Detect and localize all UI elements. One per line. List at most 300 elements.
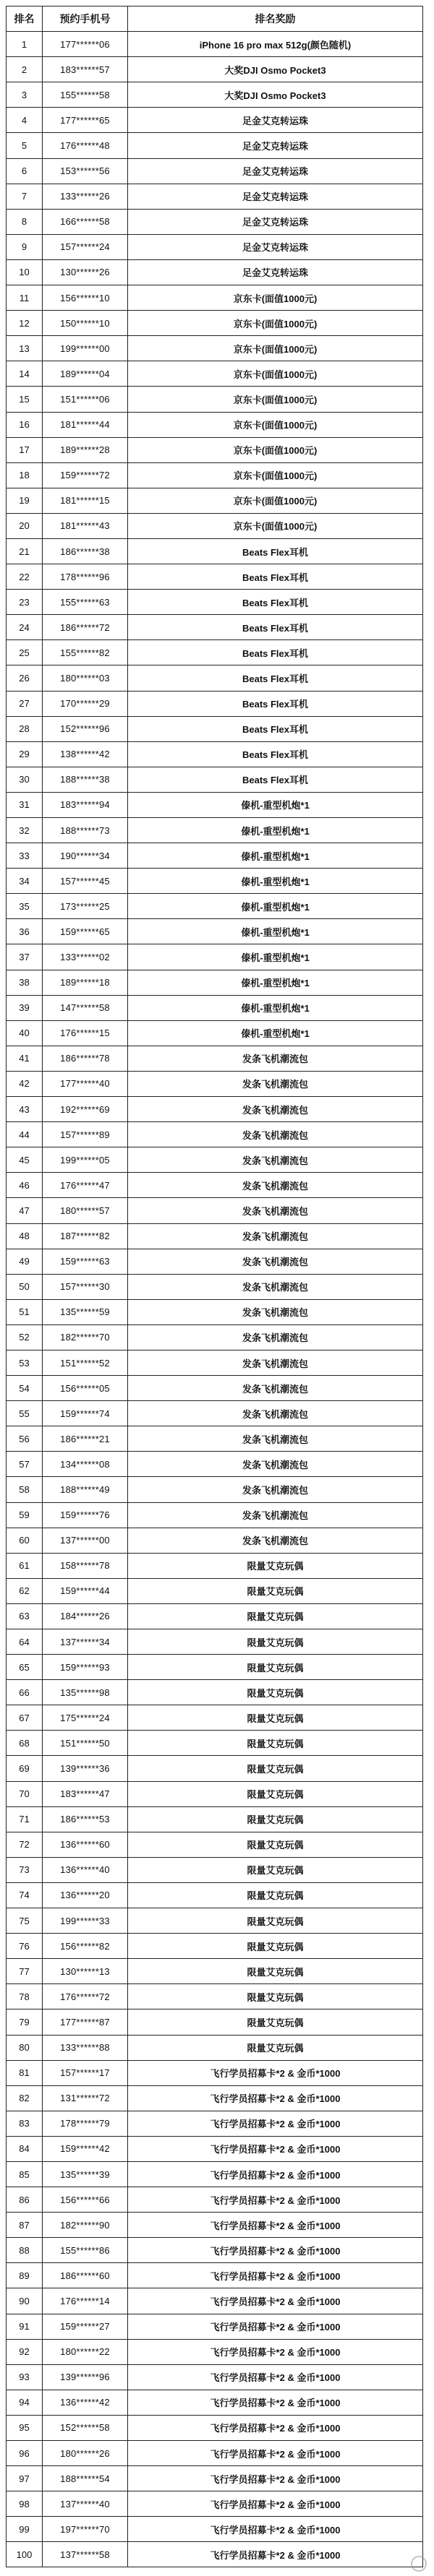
phone-cell: 189******04 — [43, 361, 128, 387]
reward-cell: 足金艾克转运珠 — [128, 158, 423, 184]
phone-cell: 188******49 — [43, 1477, 128, 1502]
table-row — [7, 843, 423, 869]
table-row — [7, 944, 423, 970]
rank-cell: 11 — [7, 285, 43, 311]
table-row — [7, 691, 423, 716]
reward-cell: 足金艾克转运珠 — [128, 234, 423, 259]
reward-cell: Beats Flex耳机 — [128, 767, 423, 792]
phone-cell: 159******27 — [43, 2314, 128, 2339]
rank-cell: 100 — [7, 2542, 43, 2567]
table-row — [7, 158, 423, 184]
rank-cell: 80 — [7, 2035, 43, 2060]
reward-cell: 京东卡(面值1000元) — [128, 437, 423, 462]
rank-cell: 92 — [7, 2339, 43, 2364]
header-rank: 排名 — [7, 7, 43, 32]
reward-cell: 傣机-重型机炮*1 — [128, 818, 423, 843]
table-row — [7, 108, 423, 133]
table-row — [7, 1452, 423, 1477]
rank-cell: 81 — [7, 2060, 43, 2085]
phone-cell: 136******40 — [43, 1857, 128, 1882]
rank-cell: 89 — [7, 2263, 43, 2288]
reward-cell: Beats Flex耳机 — [128, 640, 423, 665]
rank-cell: 53 — [7, 1350, 43, 1375]
rank-cell: 72 — [7, 1832, 43, 1857]
watermark — [411, 2556, 427, 2572]
table-row — [7, 1705, 423, 1731]
rank-cell: 38 — [7, 970, 43, 995]
table-row — [7, 1731, 423, 1756]
reward-cell: 限量艾克玩偶 — [128, 1908, 423, 1934]
table-row — [7, 564, 423, 590]
reward-cell: 京东卡(面值1000元) — [128, 387, 423, 412]
phone-cell: 137******40 — [43, 2491, 128, 2517]
table-row — [7, 538, 423, 564]
table-row — [7, 741, 423, 767]
header-phone: 预约手机号 — [43, 7, 128, 32]
table-row — [7, 1122, 423, 1147]
reward-cell: Beats Flex耳机 — [128, 716, 423, 741]
table-row — [7, 2517, 423, 2542]
reward-cell: 傣机-重型机炮*1 — [128, 970, 423, 995]
rank-cell: 62 — [7, 1578, 43, 1603]
reward-cell: 限量艾克玩偶 — [128, 1553, 423, 1578]
reward-cell: 飞行学员招募卡*2 & 金币*1000 — [128, 2060, 423, 2085]
rank-cell: 96 — [7, 2441, 43, 2466]
table-row — [7, 488, 423, 513]
phone-cell: 183******47 — [43, 1781, 128, 1806]
rank-cell: 98 — [7, 2491, 43, 2517]
reward-cell: 飞行学员招募卡*2 & 金币*1000 — [128, 2339, 423, 2364]
reward-cell: 限量艾克玩偶 — [128, 1629, 423, 1655]
reward-cell: 飞行学员招募卡*2 & 金币*1000 — [128, 2238, 423, 2263]
phone-cell: 189******18 — [43, 970, 128, 995]
reward-cell: 京东卡(面值1000元) — [128, 513, 423, 538]
phone-cell: 176******48 — [43, 133, 128, 158]
phone-cell: 178******96 — [43, 564, 128, 590]
phone-cell: 159******44 — [43, 1578, 128, 1603]
phone-cell: 151******52 — [43, 1350, 128, 1375]
phone-cell: 177******87 — [43, 2009, 128, 2035]
table-row — [7, 1781, 423, 1806]
phone-cell: 188******73 — [43, 818, 128, 843]
reward-cell: 京东卡(面值1000元) — [128, 462, 423, 488]
rank-cell: 73 — [7, 1857, 43, 1882]
rank-cell: 43 — [7, 1097, 43, 1122]
table-row — [7, 919, 423, 944]
rank-cell: 78 — [7, 1984, 43, 2009]
table-row — [7, 209, 423, 234]
table-row — [7, 1502, 423, 1528]
reward-cell: 限量艾克玩偶 — [128, 1934, 423, 1959]
reward-cell: 限量艾克玩偶 — [128, 1578, 423, 1603]
rank-cell: 57 — [7, 1452, 43, 1477]
phone-cell: 182******90 — [43, 2213, 128, 2238]
reward-cell: 限量艾克玩偶 — [128, 1731, 423, 1756]
phone-cell: 188******54 — [43, 2466, 128, 2491]
table-row — [7, 2009, 423, 2035]
table-row — [7, 387, 423, 412]
rank-cell: 99 — [7, 2517, 43, 2542]
table-row — [7, 1477, 423, 1502]
reward-cell: 限量艾克玩偶 — [128, 1882, 423, 1908]
rank-cell: 26 — [7, 665, 43, 691]
rank-cell: 17 — [7, 437, 43, 462]
header-reward: 排名奖励 — [128, 7, 423, 32]
reward-cell: 飞行学员招募卡*2 & 金币*1000 — [128, 2213, 423, 2238]
reward-cell: 飞行学员招募卡*2 & 金币*1000 — [128, 2466, 423, 2491]
phone-cell: 131******72 — [43, 2085, 128, 2111]
phone-cell: 133******88 — [43, 2035, 128, 2060]
reward-cell: 京东卡(面值1000元) — [128, 336, 423, 361]
table-row — [7, 1959, 423, 1984]
phone-cell: 181******44 — [43, 412, 128, 437]
phone-cell: 186******72 — [43, 615, 128, 640]
rank-cell: 45 — [7, 1147, 43, 1173]
table-row — [7, 1578, 423, 1603]
table-row — [7, 1528, 423, 1553]
rank-cell: 61 — [7, 1553, 43, 1578]
rank-cell: 56 — [7, 1426, 43, 1452]
rank-cell: 91 — [7, 2314, 43, 2339]
table-row — [7, 259, 423, 285]
table-row — [7, 2441, 423, 2466]
reward-cell: Beats Flex耳机 — [128, 590, 423, 615]
rank-cell: 14 — [7, 361, 43, 387]
phone-cell: 130******13 — [43, 1959, 128, 1984]
phone-cell: 159******72 — [43, 462, 128, 488]
table-row — [7, 665, 423, 691]
reward-cell: Beats Flex耳机 — [128, 615, 423, 640]
rank-cell: 22 — [7, 564, 43, 590]
reward-cell: 京东卡(面值1000元) — [128, 488, 423, 513]
reward-cell: 发条飞机潮流包 — [128, 1299, 423, 1324]
rank-cell: 47 — [7, 1198, 43, 1223]
table-row — [7, 792, 423, 817]
phone-cell: 177******06 — [43, 32, 128, 57]
table-row — [7, 1806, 423, 1832]
reward-cell: 傣机-重型机炮*1 — [128, 792, 423, 817]
table-row — [7, 2187, 423, 2213]
phone-cell: 186******53 — [43, 1806, 128, 1832]
table-row — [7, 1832, 423, 1857]
phone-cell: 158******78 — [43, 1553, 128, 1578]
rank-cell: 54 — [7, 1376, 43, 1401]
phone-cell: 187******82 — [43, 1223, 128, 1249]
phone-cell: 181******15 — [43, 488, 128, 513]
reward-cell: 飞行学员招募卡*2 & 金币*1000 — [128, 2161, 423, 2187]
table-row — [7, 82, 423, 108]
phone-cell: 133******02 — [43, 944, 128, 970]
phone-cell: 176******15 — [43, 1020, 128, 1046]
phone-cell: 139******36 — [43, 1756, 128, 1781]
phone-cell: 180******57 — [43, 1198, 128, 1223]
reward-cell: 发条飞机潮流包 — [128, 1223, 423, 1249]
table-row — [7, 1756, 423, 1781]
reward-cell: 飞行学员招募卡*2 & 金币*1000 — [128, 2517, 423, 2542]
rank-cell: 87 — [7, 2213, 43, 2238]
phone-cell: 181******43 — [43, 513, 128, 538]
rank-cell: 50 — [7, 1274, 43, 1299]
reward-cell: 发条飞机潮流包 — [128, 1097, 423, 1122]
table-row — [7, 995, 423, 1020]
ranking-document — [6, 6, 422, 2567]
table-row — [7, 1249, 423, 1274]
table-row — [7, 1882, 423, 1908]
table-row — [7, 2364, 423, 2390]
phone-cell: 192******69 — [43, 1097, 128, 1122]
phone-cell: 159******74 — [43, 1401, 128, 1426]
table-row — [7, 437, 423, 462]
table-row — [7, 184, 423, 209]
rank-cell: 8 — [7, 209, 43, 234]
phone-cell: 155******86 — [43, 2238, 128, 2263]
reward-cell: 足金艾克转运珠 — [128, 108, 423, 133]
reward-cell: 发条飞机潮流包 — [128, 1502, 423, 1528]
rank-cell: 75 — [7, 1908, 43, 1934]
table-row — [7, 894, 423, 919]
table-row — [7, 2542, 423, 2567]
rank-cell: 16 — [7, 412, 43, 437]
reward-cell: 发条飞机潮流包 — [128, 1528, 423, 1553]
phone-cell: 156******10 — [43, 285, 128, 311]
phone-cell: 137******00 — [43, 1528, 128, 1553]
reward-cell: 京东卡(面值1000元) — [128, 311, 423, 336]
rank-cell: 94 — [7, 2390, 43, 2415]
phone-cell: 199******05 — [43, 1147, 128, 1173]
phone-cell: 182******70 — [43, 1324, 128, 1350]
reward-cell: 限量艾克玩偶 — [128, 1806, 423, 1832]
table-row — [7, 2466, 423, 2491]
rank-cell: 60 — [7, 1528, 43, 1553]
table-row — [7, 2136, 423, 2161]
reward-cell: Beats Flex耳机 — [128, 564, 423, 590]
table-row — [7, 1984, 423, 2009]
table-row — [7, 1426, 423, 1452]
table-row — [7, 1299, 423, 1324]
watermark-logo-icon — [411, 2556, 427, 2572]
table-row — [7, 513, 423, 538]
rank-cell: 37 — [7, 944, 43, 970]
rank-cell: 90 — [7, 2288, 43, 2314]
phone-cell: 152******58 — [43, 2415, 128, 2440]
table-row — [7, 1020, 423, 1046]
rank-cell: 71 — [7, 1806, 43, 1832]
phone-cell: 130******26 — [43, 259, 128, 285]
rank-cell: 44 — [7, 1122, 43, 1147]
rank-cell: 35 — [7, 894, 43, 919]
rank-cell: 48 — [7, 1223, 43, 1249]
table-row — [7, 2060, 423, 2085]
reward-cell: 限量艾克玩偶 — [128, 1655, 423, 1680]
table-row — [7, 1046, 423, 1071]
reward-cell: 足金艾克转运珠 — [128, 133, 423, 158]
rank-cell: 41 — [7, 1046, 43, 1071]
reward-cell: 大奖DJI Osmo Pocket3 — [128, 82, 423, 108]
reward-cell: 限量艾克玩偶 — [128, 2035, 423, 2060]
reward-cell: 限量艾克玩偶 — [128, 1680, 423, 1705]
table-row — [7, 1857, 423, 1882]
reward-cell: 发条飞机潮流包 — [128, 1071, 423, 1096]
phone-cell: 188******38 — [43, 767, 128, 792]
phone-cell: 138******42 — [43, 741, 128, 767]
reward-cell: Beats Flex耳机 — [128, 538, 423, 564]
rank-cell: 97 — [7, 2466, 43, 2491]
reward-cell: 发条飞机潮流包 — [128, 1249, 423, 1274]
reward-cell: 限量艾克玩偶 — [128, 2009, 423, 2035]
phone-cell: 157******17 — [43, 2060, 128, 2085]
phone-cell: 157******30 — [43, 1274, 128, 1299]
rank-cell: 4 — [7, 108, 43, 133]
phone-cell: 156******66 — [43, 2187, 128, 2213]
table-row — [7, 1350, 423, 1375]
phone-cell: 157******45 — [43, 869, 128, 894]
reward-cell: 傣机-重型机炮*1 — [128, 1020, 423, 1046]
reward-cell: Beats Flex耳机 — [128, 691, 423, 716]
phone-cell: 135******39 — [43, 2161, 128, 2187]
reward-cell: 发条飞机潮流包 — [128, 1046, 423, 1071]
reward-cell: 飞行学员招募卡*2 & 金币*1000 — [128, 2415, 423, 2440]
reward-cell: 飞行学员招募卡*2 & 金币*1000 — [128, 2441, 423, 2466]
reward-cell: 发条飞机潮流包 — [128, 1324, 423, 1350]
rank-cell: 19 — [7, 488, 43, 513]
rank-cell: 67 — [7, 1705, 43, 1731]
rank-cell: 13 — [7, 336, 43, 361]
rank-cell: 69 — [7, 1756, 43, 1781]
phone-cell: 180******03 — [43, 665, 128, 691]
phone-cell: 133******26 — [43, 184, 128, 209]
table-row — [7, 818, 423, 843]
phone-cell: 136******60 — [43, 1832, 128, 1857]
phone-cell: 184******26 — [43, 1603, 128, 1629]
rank-cell: 82 — [7, 2085, 43, 2111]
table-row — [7, 311, 423, 336]
table-row — [7, 2314, 423, 2339]
table-row — [7, 1198, 423, 1223]
phone-cell: 136******20 — [43, 1882, 128, 1908]
phone-cell: 183******94 — [43, 792, 128, 817]
rank-cell: 2 — [7, 57, 43, 82]
reward-cell: 京东卡(面值1000元) — [128, 412, 423, 437]
rank-cell: 66 — [7, 1680, 43, 1705]
table-row — [7, 1147, 423, 1173]
table-row — [7, 1324, 423, 1350]
reward-cell: 限量艾克玩偶 — [128, 1705, 423, 1731]
reward-cell: 发条飞机潮流包 — [128, 1274, 423, 1299]
table-row — [7, 2415, 423, 2440]
phone-cell: 159******63 — [43, 1249, 128, 1274]
phone-cell: 186******21 — [43, 1426, 128, 1452]
phone-cell: 173******25 — [43, 894, 128, 919]
phone-cell: 135******98 — [43, 1680, 128, 1705]
table-row — [7, 1553, 423, 1578]
table-row — [7, 970, 423, 995]
phone-cell: 176******72 — [43, 1984, 128, 2009]
table-row — [7, 2263, 423, 2288]
rank-cell: 21 — [7, 538, 43, 564]
table-row — [7, 2111, 423, 2136]
reward-cell: 飞行学员招募卡*2 & 金币*1000 — [128, 2314, 423, 2339]
reward-cell: 傣机-重型机炮*1 — [128, 869, 423, 894]
phone-cell: 147******58 — [43, 995, 128, 1020]
phone-cell: 186******38 — [43, 538, 128, 564]
reward-cell: 发条飞机潮流包 — [128, 1122, 423, 1147]
reward-cell: 飞行学员招募卡*2 & 金币*1000 — [128, 2491, 423, 2517]
reward-cell: 飞行学员招募卡*2 & 金币*1000 — [128, 2263, 423, 2288]
reward-cell: 发条飞机潮流包 — [128, 1426, 423, 1452]
phone-cell: 139******96 — [43, 2364, 128, 2390]
rank-cell: 18 — [7, 462, 43, 488]
rank-cell: 70 — [7, 1781, 43, 1806]
table-row — [7, 1274, 423, 1299]
table-row — [7, 1680, 423, 1705]
phone-cell: 183******57 — [43, 57, 128, 82]
phone-cell: 176******14 — [43, 2288, 128, 2314]
table-row — [7, 285, 423, 311]
phone-cell: 152******96 — [43, 716, 128, 741]
reward-cell: 傣机-重型机炮*1 — [128, 919, 423, 944]
table-body — [7, 32, 423, 2567]
table-row — [7, 1071, 423, 1096]
phone-cell: 157******24 — [43, 234, 128, 259]
table-row — [7, 234, 423, 259]
reward-cell: 飞行学员招募卡*2 & 金币*1000 — [128, 2136, 423, 2161]
phone-cell: 190******34 — [43, 843, 128, 869]
table-row — [7, 2085, 423, 2111]
reward-cell: 限量艾克玩偶 — [128, 1756, 423, 1781]
phone-cell: 134******08 — [43, 1452, 128, 1477]
table-row — [7, 1173, 423, 1198]
rank-cell: 31 — [7, 792, 43, 817]
phone-cell: 153******56 — [43, 158, 128, 184]
rank-cell: 32 — [7, 818, 43, 843]
reward-cell: 京东卡(面值1000元) — [128, 285, 423, 311]
table-row — [7, 1908, 423, 1934]
phone-cell: 166******58 — [43, 209, 128, 234]
rank-cell: 40 — [7, 1020, 43, 1046]
table-header-row — [7, 7, 423, 32]
table-row — [7, 2238, 423, 2263]
table-row — [7, 869, 423, 894]
table-row — [7, 2491, 423, 2517]
rank-cell: 7 — [7, 184, 43, 209]
reward-cell: 限量艾克玩偶 — [128, 1832, 423, 1857]
rank-cell: 36 — [7, 919, 43, 944]
table-row — [7, 1401, 423, 1426]
phone-cell: 157******89 — [43, 1122, 128, 1147]
rank-cell: 3 — [7, 82, 43, 108]
phone-cell: 159******42 — [43, 2136, 128, 2161]
reward-cell: 足金艾克转运珠 — [128, 209, 423, 234]
phone-cell: 151******50 — [43, 1731, 128, 1756]
table-row — [7, 1655, 423, 1680]
reward-cell: 限量艾克玩偶 — [128, 1984, 423, 2009]
table-row — [7, 615, 423, 640]
phone-cell: 177******65 — [43, 108, 128, 133]
phone-cell: 176******47 — [43, 1173, 128, 1198]
phone-cell: 197******70 — [43, 2517, 128, 2542]
phone-cell: 156******05 — [43, 1376, 128, 1401]
rank-cell: 65 — [7, 1655, 43, 1680]
reward-cell: 傣机-重型机炮*1 — [128, 894, 423, 919]
rank-cell: 24 — [7, 615, 43, 640]
table-row — [7, 1603, 423, 1629]
phone-cell: 156******82 — [43, 1934, 128, 1959]
phone-cell: 199******33 — [43, 1908, 128, 1934]
table-row — [7, 32, 423, 57]
rank-cell: 28 — [7, 716, 43, 741]
rank-cell: 9 — [7, 234, 43, 259]
reward-cell: 飞行学员招募卡*2 & 金币*1000 — [128, 2187, 423, 2213]
